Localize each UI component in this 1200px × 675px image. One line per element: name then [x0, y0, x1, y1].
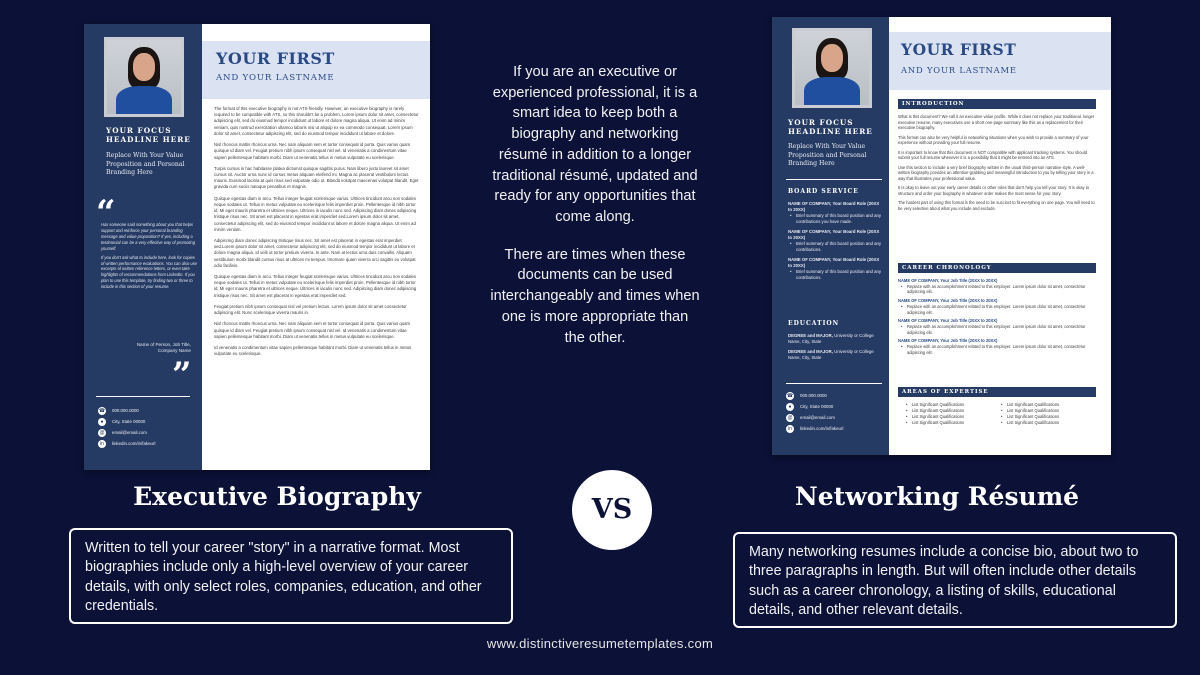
education-entry — [788, 349, 884, 361]
last-name: AND YOUR LASTNAME — [901, 65, 1017, 75]
location-text: City, State 00000 — [112, 419, 146, 424]
skill-item: • List Significant Qualifications — [906, 402, 1001, 408]
board-title: NAME OF COMPANY, Your Board Role (20XX to 20XX) — [788, 229, 880, 241]
name-header — [889, 32, 1111, 90]
location-icon: ● — [98, 418, 106, 426]
divider — [786, 179, 882, 180]
phone-icon: ☎ — [786, 392, 794, 399]
networking-resume-title: Networking Résumé — [794, 482, 1080, 511]
location-icon: ● — [786, 403, 794, 411]
contact-block — [98, 405, 155, 449]
executive-biography-preview — [84, 24, 430, 470]
career-chronology-section — [898, 263, 1096, 359]
bio-sidebar — [84, 24, 202, 470]
bio-paragraph: Nisl rhoncus mattis rhoncus urna. Nec nam aliquam sem et tortor consequat id porta. Quis varius quam quisque id diam vel. Feugiat pretium nibh ipsum consequat nisl vel. Id venenatis a condimentum vitae sapien pellentesque habitant morbi. Diam ut venenatis tellus in metus vulputate eu scelerisque. — [214, 142, 411, 160]
resume-sidebar — [772, 17, 889, 455]
skill-item: • List Significant Qualifications — [906, 408, 1001, 414]
testimonial — [101, 222, 197, 293]
bio-paragraph: Quisque egestas diam in arcu. Tellus integer feugiat scelerisque varius. Ultrices tincidunt arcu non sodales neque sodales ut. Tellus in metus vulputate eu scelerisque felis imperdiet proin. Pellentesque id nibh tortor id. Mi eget mauris pharetra et ultrices neque. Ultrices in iaculis nunc sed. Adipiscing diam donec adipiscing tristique risus nec. Sit amet est placerat in egestas erat imperdiet sed. — [214, 274, 417, 298]
bio-paragraph: Id venenatis a condimentum vitae sapien pellentesque habitant morbi. Diam ut venenatis tellus in metus vulputate eu scelerisque. — [214, 345, 412, 357]
areas-of-expertise-heading: AREAS OF EXPERTISE — [898, 387, 1096, 397]
board-entry — [788, 229, 884, 253]
name-header — [202, 41, 430, 99]
divider — [786, 383, 882, 384]
board-entry — [788, 257, 884, 281]
linkedin-icon: in — [98, 440, 106, 448]
phone-icon: ☎ — [98, 407, 106, 414]
intro-paragraph: If you are an executive or experienced professional, it is a smart idea to keep both a biography and networking résumé in addition to a longer traditional résumé, updated and ready for any opportunities that come along. — [492, 64, 698, 226]
introduction-section — [898, 99, 1096, 215]
bio-paragraph: Feugiat pretium nibh ipsum consequat nisl vel pretium lectus. Lorem ipsum dolor sit amet consectetur adipiscing elit. Nunc scelerisque viverra mauris in. — [214, 303, 407, 316]
intro-paragraph: It is important to know that this document is NOT compatible with applicant tracking systems. You should submit your full resume whenever it is a possibility that it might be entered into an ATS. — [898, 149, 1088, 161]
education-entry — [788, 333, 884, 345]
skills-list — [898, 402, 1096, 427]
location-text: City, State 00000 — [800, 404, 834, 409]
portrait-photo-icon — [792, 28, 872, 108]
introduction-heading: INTRODUCTION — [898, 99, 1096, 109]
intro-paragraph: It is okay to leave out your early career details or other roles that don't help you tell your story. It is okay to structure and order your biography in whatever order makes the most sense for your story. — [898, 185, 1090, 196]
board-title: NAME OF COMPANY, Your Board Role (20XX to 20XX) — [788, 201, 880, 213]
skill-item: • List Significant Qualifications — [906, 414, 1001, 420]
bio-paragraph: The format of this executive biography is not ATS-friendly. However, an executive biography is rarely required to be compatible with ATS, so this shouldn't be a problem. Lorem ipsum dolor sit amet, consectetur adipiscing elit, sed do eiusmod tempor incididunt ut labore et dolore magna aliqua. Ut enim ad minim veniam, quis nostrud exercitation ullamco laboris nisi ut aliquip ex ea commodo consequat. Lorem ipsum dolor sit amet, consectetur adipiscing elit, sed do eiusmod tempor incididunt ut labore et dolore. — [214, 106, 419, 136]
board-title: NAME OF COMPANY, Your Board Role (20XX to 20XX) — [788, 257, 880, 269]
board-bullet: • Brief summary of this board position and any contributions. — [788, 241, 884, 253]
bio-paragraph: Turpis cursus in hac habitasse platea dictumst quisque sagittis purus. Nam libero justo laoreet sit amet cursus sit. Auctor urna nunc id cursus metus aliquam eleifend mi. Magna ac placerat vestibulum lectus mauris. Euismod lacinia at quis risus sed vulputate odio ut. Blandit volutpat maecenas volutpat blandit. Eget gravida cum sociis natoque penatibus et magnis. — [214, 165, 419, 190]
chronology-list — [898, 278, 1096, 356]
close-quote-icon: ” — [172, 355, 192, 395]
school-text: University or College Name, City, State — [788, 333, 874, 345]
skill-item: • List Significant Qualifications — [1001, 402, 1096, 408]
vs-badge: VS — [572, 470, 652, 550]
degree-text: DEGREE and MAJOR, — [788, 333, 833, 338]
attribution-line: Company Name — [157, 348, 191, 354]
email-icon: @ — [99, 429, 105, 436]
job-title: NAME OF COMPANY, Your Job Title (20XX to 20XX) — [898, 298, 998, 304]
job-title: NAME OF COMPANY, Your Job Title (20XX to 20XX) — [898, 318, 998, 324]
testimonial-text: Has someone said something about you that helps support and reinforce your personal branding message and value proposition? If yes, including a testimonial can be a very effective way of promoting yourself. — [101, 222, 195, 251]
linkedin-text: linkedin.com/in/fakeurl — [112, 441, 156, 446]
board-list — [788, 201, 884, 285]
linkedin-text: linkedin.com/in/fakeurl — [800, 426, 844, 431]
intro-paragraph: This format can also be very helpful in networking situations when you wish to provide a summary of your experience without providing your full resume. — [898, 134, 1089, 146]
networking-resume-description: Many networking resumes include a concise bio, about two to three paragraphs in length. But will often include other details such as a career chronology, a listing of skills, educational details, and other relevant details. — [733, 532, 1177, 628]
school-text: University or College Name, City, State — [788, 349, 874, 361]
education-list — [788, 333, 884, 365]
focus-headline: YOUR FOCUS HEADLINE HERE — [106, 126, 191, 145]
job-bullet: • Replace with an accomplishment related to this employer. Lorem ipsum dolor sit amet, consectetur adipiscing elit. — [898, 284, 1096, 295]
biography-body — [214, 106, 420, 362]
last-name: AND YOUR LASTNAME — [216, 73, 335, 83]
executive-biography-title: Executive Biography — [133, 482, 421, 511]
intro-paragraph: What is this document? We call it an executive value profile. While it does not replace your traditional, longer executive resume, many executives use a short one-page summary like this as a replacement for their executive biography. — [898, 114, 1095, 131]
job-bullet: • Replace with an accomplishment related to this employer. Lorem ipsum dolor sit amet, consectetur adipiscing elit. — [898, 344, 1096, 355]
skill-item: • List Significant Qualifications — [906, 420, 1001, 426]
job-bullet: • Replace with an accomplishment related to this employer. Lorem ipsum dolor sit amet, consectetur adipiscing elit. — [898, 324, 1096, 335]
intro-paragraph: There are times when these documents can be used interchangeably and times when one is more appropriate than the other. — [490, 246, 700, 346]
bio-paragraph: Adipiscing diam donec adipiscing tristique risus nec. Sit amet est placerat in egestas erat imperdiet sed.Lorem ipsum dolor sit amet, consectetur adipiscing elit, sed do eiusmod tempor incididunt ut labore et dolore magna aliqua. Id velit ut tortor pretium viverra. In ante. Nam at lectus urna duis convallis. Aliquam vestibulum morbi blandit cursus risus at ultrices mi tempus. Imornare quam viverra orci sagittis eu volutpat odio facilisis. — [214, 237, 416, 268]
introduction-body — [898, 114, 1096, 212]
email-text: email@email.com — [112, 430, 147, 435]
intro-paragraph: The hardest part of using this format is the need to be succinct to fit everything on one page. You will need to be very selective about what you include and exclude. — [898, 200, 1095, 211]
board-bullet: • Brief summary of this board position and any contributions. — [788, 269, 884, 281]
degree-text: DEGREE and MAJOR, — [788, 349, 833, 355]
testimonial-text: If you don't ask what to include here, look for copies of written performance evaluations. You can also use excerpts of written reference letters, or even take highlights of recommendations from LinkedIn. If you plan to use this template, try finding two or three to include in this section of your resume. — [101, 254, 197, 290]
linkedin-icon: in — [786, 425, 794, 433]
intro-copy — [490, 62, 700, 365]
intro-paragraph: Use this section to include a very brief biography written in the usual third-person narrative style. A well-written biography provides an attention-grabbing and meaningful introduction to you by telling your story in a way that illustrates your professional value. — [898, 164, 1094, 181]
networking-resume-preview — [772, 17, 1111, 455]
bio-paragraph: Nisl rhoncus mattis rhoncus urna. Nec nam aliquam sem et tortor consequat id porta. Quis varius quam quisque id diam vel. Feugiat pretium nibh ipsum consequat nisl vel. Id venenatis a condimentum vitae sapien pellentesque habitant morbi. Diam ut venenatis tellus in metus vulputate eu scelerisque. — [214, 321, 411, 339]
skill-item: • List Significant Qualifications — [1001, 420, 1096, 426]
portrait-photo-icon — [104, 37, 184, 117]
job-title: NAME OF COMPANY, Your Job Title (20XX to 20XX) — [898, 278, 998, 283]
email-text: email@email.com — [800, 415, 835, 420]
value-proposition: Replace With Your Value Proposition and Personal Branding Here — [106, 152, 185, 177]
areas-of-expertise-section — [898, 387, 1096, 427]
attribution-line: Name of Person, Job Title, — [136, 342, 191, 347]
phone-text: 000.000.0000 — [112, 408, 139, 413]
bio-paragraph: Quisque egestas diam in arcu. Tellus integer feugiat scelerisque varius. Ultrices tincidunt arcu non sodales neque sodales ut. Tellus in metus vulputate eu scelerisque felis imperdiet proin. Pellentesque id nibh tortor id. Mi eget mauris pharetra et ultrices neque. Ultrices in iaculis nunc sed. Adipiscing diam donec adipiscing tristique risus nec. Sit amet est placerat in egestas erat imperdiet sed.Lorem ipsum dolor sit amet, consectetur adipiscing elit, sed do eiusmod tempor incididunt ut labore et dolore magna aliqua. Ut enim ad minim veniam. — [214, 195, 417, 232]
job-bullet: • Replace with an accomplishment related to this employer. Lorem ipsum dolor sit amet, consectetur adipiscing elit. — [898, 304, 1096, 315]
job-title: NAME OF COMPANY, Your Job Title (20XX to 20XX) — [898, 338, 998, 344]
board-bullet: • Brief summary of this board position and any contributions you have made. — [788, 213, 884, 225]
email-icon: @ — [787, 414, 793, 421]
contact-block — [786, 390, 843, 434]
phone-text: 000.000.0000 — [800, 393, 827, 398]
skill-item: • List Significant Qualifications — [1001, 414, 1096, 420]
skill-item: • List Significant Qualifications — [1001, 408, 1096, 414]
first-name: YOUR FIRST — [901, 40, 1017, 59]
executive-biography-description: Written to tell your career "story" in a narrative format. Most biographies include only a high-level overview of your career details, with only select roles, companies, education, and other credentials. — [69, 528, 513, 624]
board-service-heading: BOARD SERVICE — [788, 188, 859, 195]
focus-headline: YOUR FOCUS HEADLINE HERE — [788, 118, 873, 137]
open-quote-icon: “ — [96, 193, 116, 233]
testimonial-attribution — [101, 342, 191, 355]
career-chronology-heading: CAREER CHRONOLOGY — [898, 263, 1096, 273]
education-heading: EDUCATION — [788, 320, 840, 327]
board-entry — [788, 201, 884, 225]
value-proposition: Replace With Your Value Proposition and Personal Branding Here — [788, 143, 867, 168]
divider — [96, 396, 190, 397]
first-name: YOUR FIRST — [216, 49, 335, 68]
website-url: www.distinctiveresumetemplates.com — [486, 636, 714, 651]
